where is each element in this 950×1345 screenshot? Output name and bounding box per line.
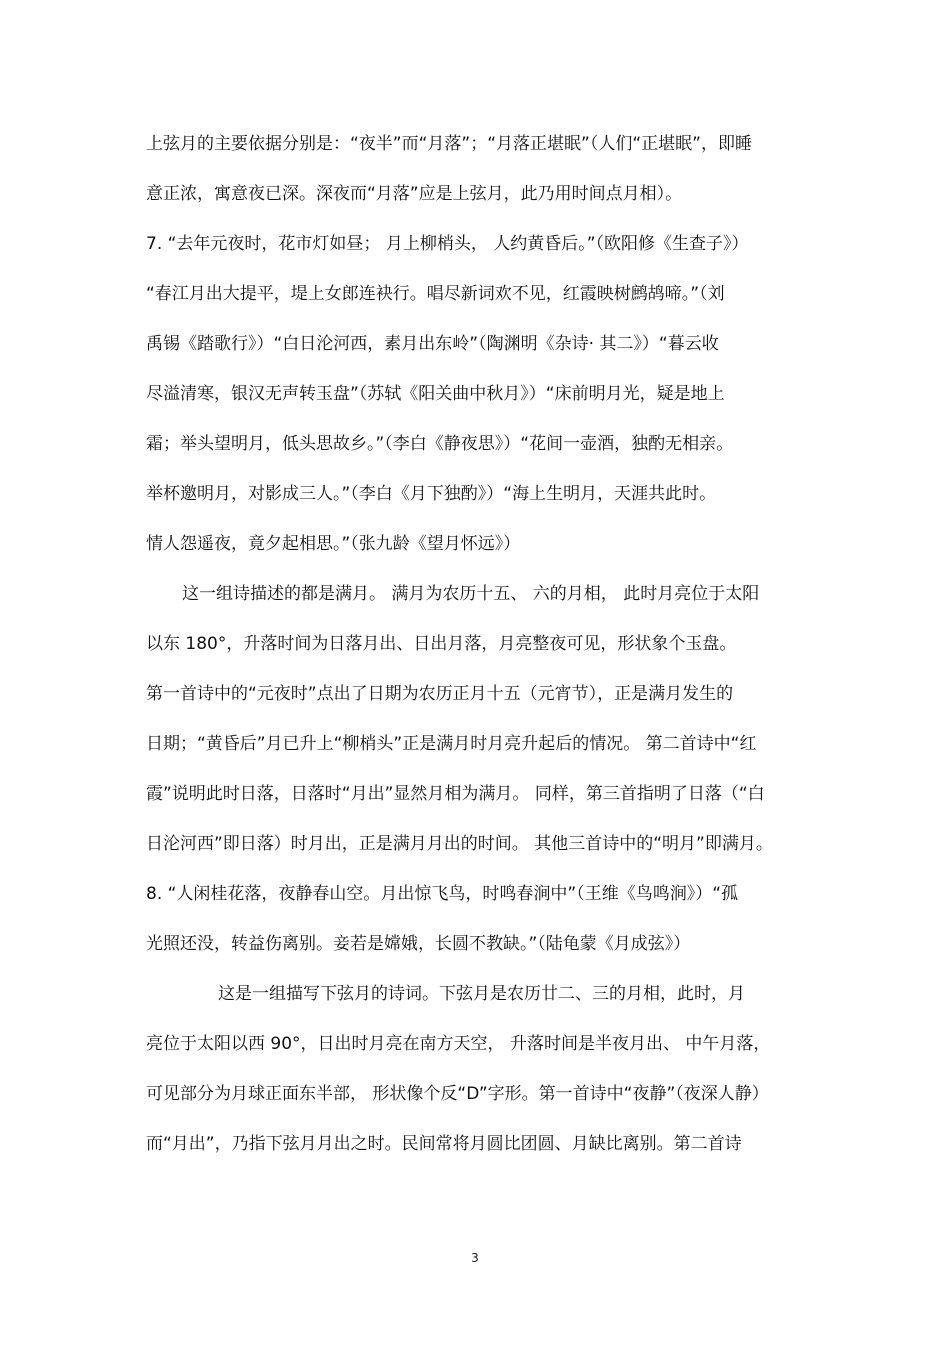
text-line-16: 8. “人闲桂花落，夜静春山空。月出惊飞鸟，时鸣春涧中”（王维《鸟鸣涧》）“孤 — [146, 884, 739, 904]
text-line-18: 这是一组描写下弦月的诗词。下弦月是农历廿二、三的月相，此时，月 — [218, 984, 745, 1004]
text-line-13: 日期；“黄昏后”月已升上“柳梢头”正是满月时月亮升起后的情况。 第二首诗中“红 — [146, 734, 757, 754]
text-line-1: 上弦月的主要依据分别是：“夜半”而“月落”；“月落正堪眠”（人们“正堪眠”，即睡 — [146, 134, 752, 154]
text-line-6: 尽溢清寒，银汉无声转玉盘”（苏轼《阳关曲中秋月》）“床前明月光，疑是地上 — [146, 384, 725, 404]
text-line-10: 这一组诗描述的都是满月。 满月为农历十五、 六的月相， 此时月亮位于太阳 — [182, 584, 760, 604]
text-line-4: “春江月出大提平，堤上女郎连袂行。唱尽新词欢不见，红霞映树鹧鸪啼。”（刘 — [146, 284, 725, 304]
text-line-3: 7. “去年元夜时，花市灯如昼； 月上柳梢头， 人约黄昏后。”（欧阳修《生查子》） — [146, 234, 749, 254]
text-line-2: 意正浓，寓意夜已深。深夜而“月落”应是上弦月，此乃用时间点月相）。 — [146, 184, 683, 204]
text-line-12: 第一首诗中的“元夜时”点出了日期为农历正月十五（元宵节），正是满月发生的 — [146, 684, 734, 704]
text-line-15: 日沦河西”即日落）时月出，正是满月月出的时间。 其他三首诗中的“明月”即满月。 — [146, 834, 773, 854]
text-line-19: 亮位于太阳以西 90°，日出时月亮在南方天空， 升落时间是半夜月出、 中午月落， — [146, 1034, 771, 1054]
text-line-21: 而“月出”，乃指下弦月月出之时。民间常将月圆比团圆、月缺比离别。第二首诗 — [146, 1134, 742, 1154]
page-number: 3 — [471, 1251, 479, 1265]
text-line-20: 可见部分为月球正面东半部， 形状像个反“D”字形。第一首诗中“夜静”（夜深人静） — [146, 1084, 769, 1104]
text-line-14: 霞”说明此时日落，日落时“月出”显然月相为满月。 同样，第三首指明了日落（“白 — [146, 784, 765, 804]
text-line-17: 光照还没，转益伤离别。妾若是嫦娥，长圆不教缺。”（陆龟蒙《月成弦》） — [146, 934, 691, 954]
text-line-7: 霜；举头望明月，低头思故乡。”（李白《静夜思》）“花间一壶酒，独酌无相亲。 — [146, 434, 734, 454]
text-line-11: 以东 180°，升落时间为日落月出、日出月落，月亮整夜可见，形状象个玉盘。 — [146, 634, 737, 654]
text-line-5: 禹锡《踏歌行》）“白日沦河西，素月出东岭”（陶渊明《杂诗· 其二》）“暮云收 — [146, 334, 719, 354]
text-line-8: 举杯邀明月，对影成三人。”（李白《月下独酌》）“海上生明月，天涯共此时。 — [146, 484, 717, 504]
text-line-9: 情人怨遥夜，竟夕起相思。”（张九龄《望月怀远》） — [146, 534, 521, 554]
